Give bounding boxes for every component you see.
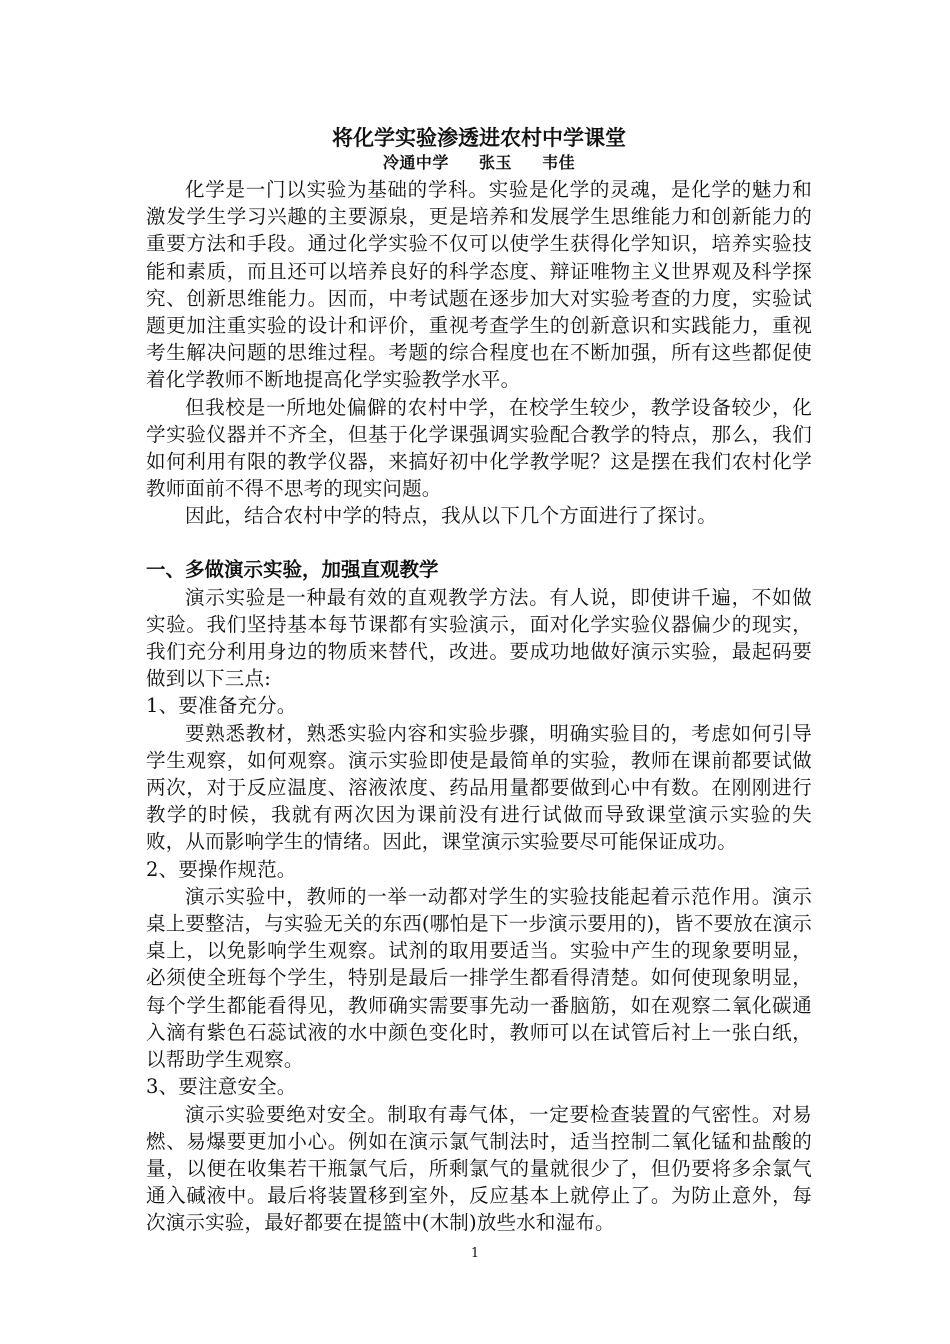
intro-paragraph: 化学是一门以实验为基础的学科。实验是化学的灵魂，是化学的魅力和激发学生学习兴趣的主要源泉，更是培养和发展学生思维能力和创新能力的重要方法和手段。通过化学实验不仅可以使学生获得化学知识，培养实验技能和素质，而且还可以培养良好的科学态度、辩证唯物主义世界观及科学探究、创新思维能力。因而，中考试题在逐步加大对实验考查的力度，实验试题更加注重实验的设计和评价，重视考查学生的创新意识和实践能力，重视考生解决问题的思维过程。考题的综合程度也在不断加强，所有这些都促使着化学教师不断地提高化学实验教学水平。 xyxy=(146,178,812,392)
point-paragraph: 演示实验中，教师的一举一动都对学生的实验技能起着示范作用。演示桌上要整洁，与实验无关的东西(哪怕是下一步演示要用的)，皆不要放在演示桌上，以免影响学生观察。试剂的取用要适当。实验中产生的现象要明显，必须使全班每个学生，特别是最后一排学生都看得清楚。如何使现象明显，每个学生都能看得见，教师确实需要事先动一番脑筋，如在观察二氧化碳通入滴有紫色石蕊试液的水中颜色变化时，教师可以在试管后衬上一张白纸，以帮助学生观察。 xyxy=(146,884,812,1072)
intro-paragraph: 因此，结合农村中学的特点，我从以下几个方面进行了探讨。 xyxy=(185,504,717,528)
point-label: 3、要注意安全。 xyxy=(146,1075,297,1099)
page-title: 将化学实验渗透进农村中学课堂 xyxy=(332,125,626,150)
school-name: 冷通中学 xyxy=(382,153,449,172)
point-paragraph: 要熟悉教材，熟悉实验内容和实验步骤，明确实验目的，考虑如何引导学生观察，如何观察。演示实验即使是最简单的实验，教师在课前都要试做两次，对于反应温度、溶液浓度、药品用量都要做到心中有数。在刚刚进行教学的时候，我就有两次因为课前没有进行试做而导致课堂演示实验的失败，从而影响学生的情绪。因此，课堂演示实验要尽可能保证成功。 xyxy=(146,721,812,854)
section-paragraph: 演示实验是一种最有效的直观教学方法。有人说，即使讲千遍，不如做实验。我们坚持基本每节课都有实验演示，面对化学实验仪器偏少的现实，我们充分利用身边的物质来替代，改进。要成功地做好演示实验，最起码要做到以下三点: xyxy=(146,585,812,691)
point-label: 1、要准备充分。 xyxy=(146,694,297,718)
author-line xyxy=(146,152,812,174)
intro-paragraph: 但我校是一所地处偏僻的农村中学，在校学生较少，教学设备较少，化学实验仪器并不齐全，但基于化学课强调实验配合教学的特点，那么，我们如何利用有限的教学仪器，来搞好初中化学教学呢？这是摆在我们农村化学教师面前不得不思考的现实问题。 xyxy=(146,395,812,501)
page-number: 1 xyxy=(470,1246,480,1261)
document-body xyxy=(146,124,812,1237)
author-name: 张玉 xyxy=(478,153,512,172)
section-heading: 一、多做演示实验，加强直观教学 xyxy=(146,557,439,581)
section-spacer xyxy=(146,530,812,556)
point-label: 2、要操作规范。 xyxy=(146,857,297,881)
author-name: 韦佳 xyxy=(542,153,576,172)
point-paragraph: 演示实验要绝对安全。制取有毒气体，一定要检查装置的气密性。对易燃、易爆要更加小心。例如在演示氯气制法时，适当控制二氧化锰和盐酸的量，以便在收集若干瓶氯气后，所剩氯气的量就很少了，但仍要将多余氯气通入碱液中。最后将装置移到室外，反应基本上就停止了。为防止意外，每次演示实验，最好都要在提篮中(木制)放些水和湿布。 xyxy=(146,1102,812,1235)
